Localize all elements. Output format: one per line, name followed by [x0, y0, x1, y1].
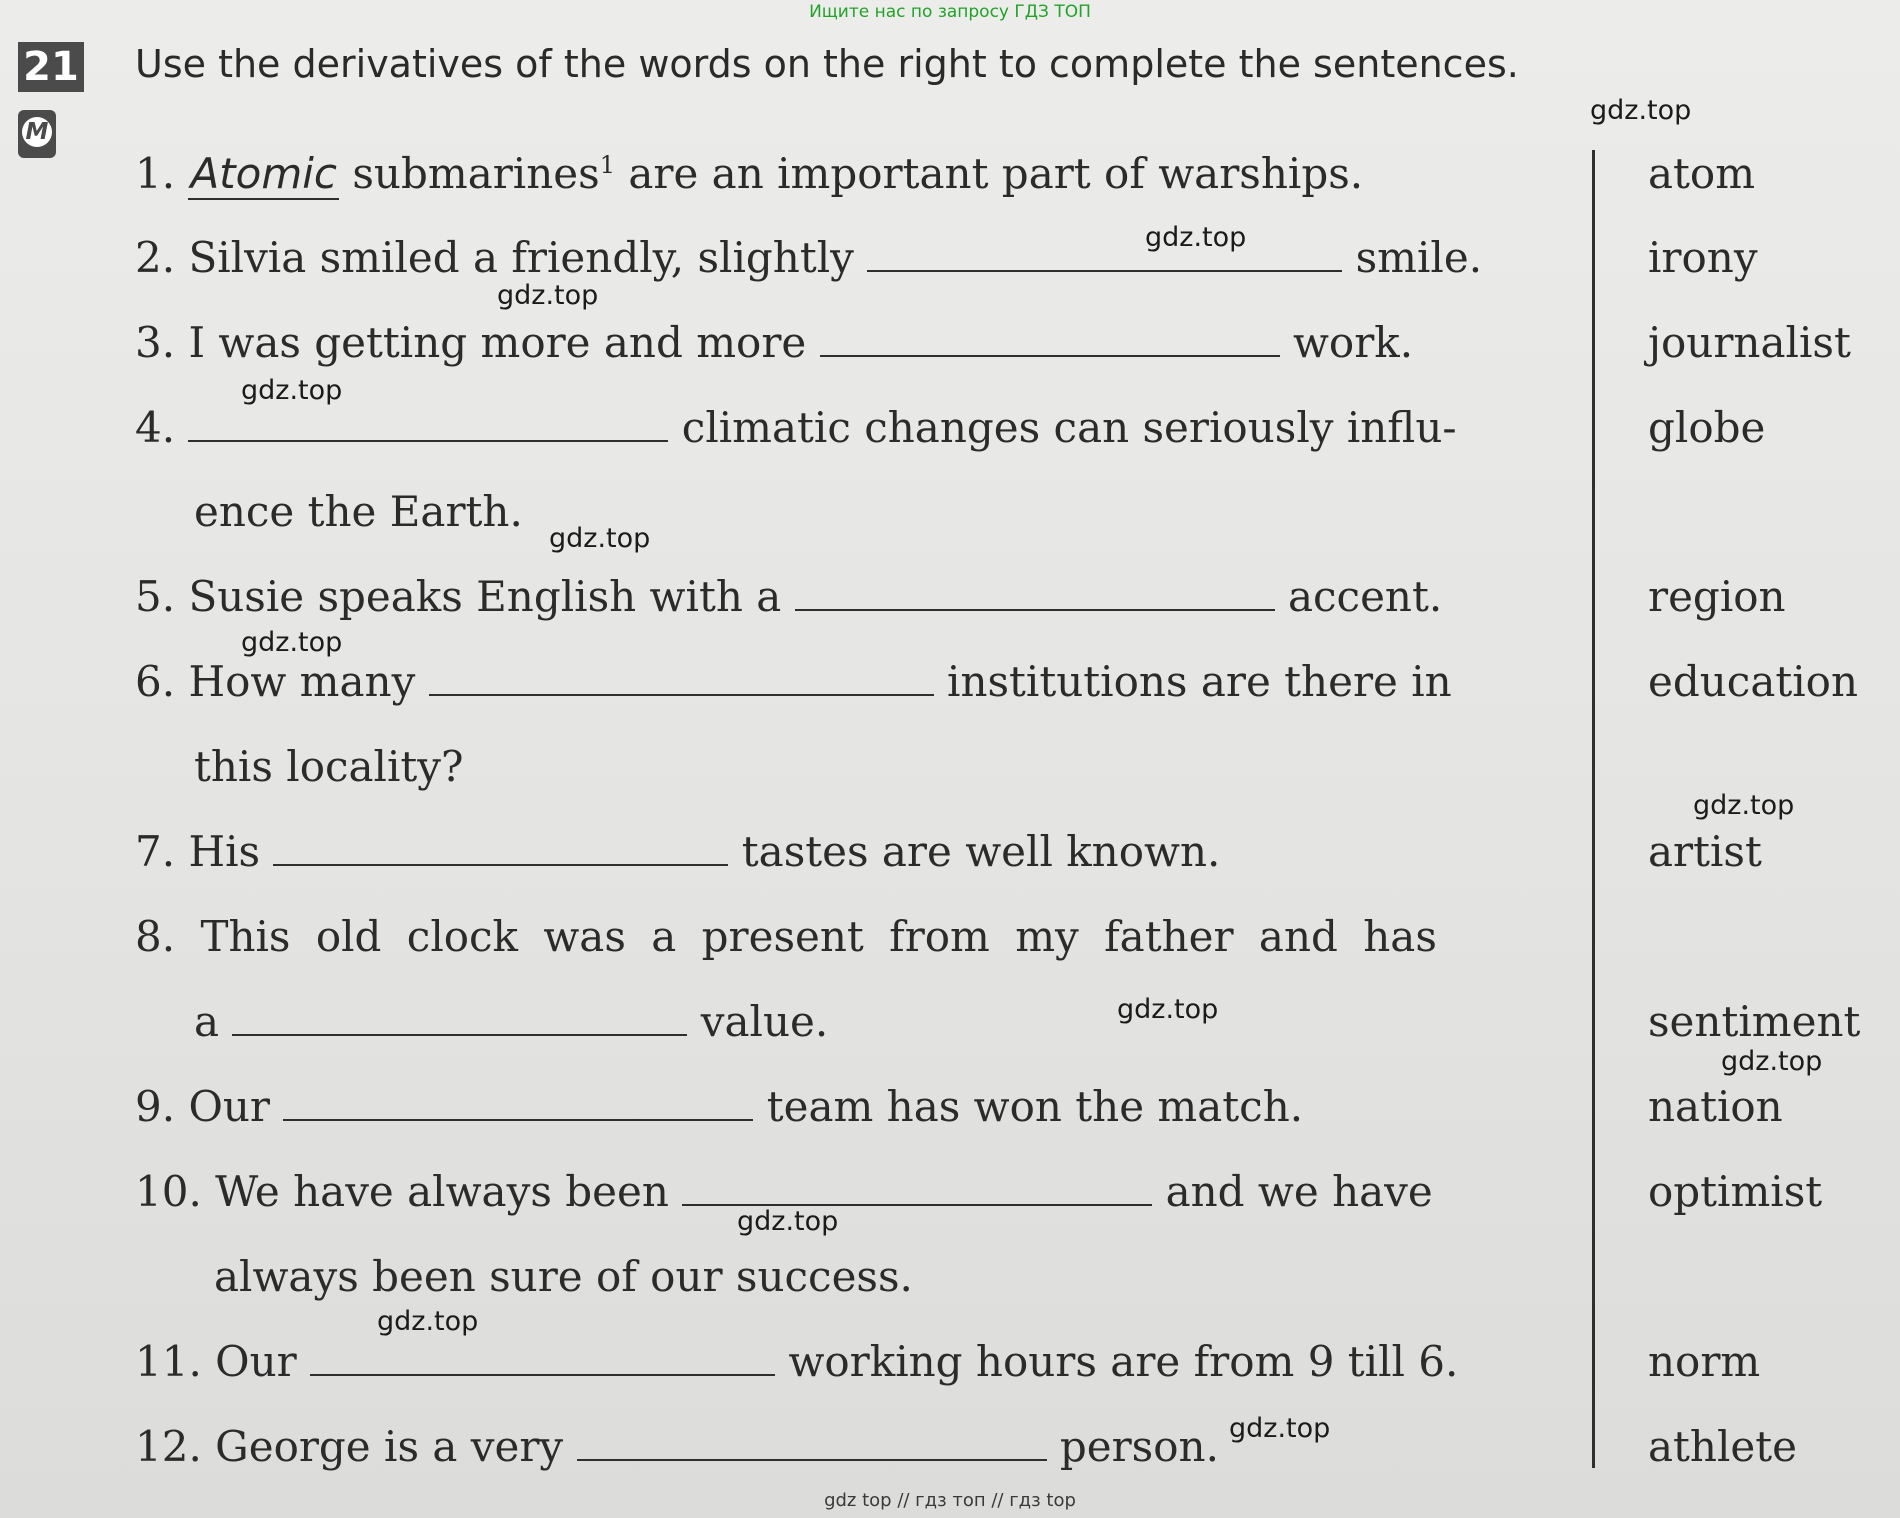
answer-blank[interactable] [867, 234, 1342, 272]
sentence-9 [135, 1081, 1303, 1133]
answer-blank[interactable] [429, 658, 934, 696]
sentence-text: This old clock was a present from my father and has [200, 912, 1437, 961]
sentence-number: 9. [135, 1082, 176, 1131]
answer-blank[interactable] [188, 404, 668, 442]
sentence-1 [135, 148, 1363, 200]
watermark: gdz.top [241, 375, 343, 406]
watermark: gdz.top [497, 280, 599, 311]
sentence-text: Our [215, 1337, 297, 1386]
column-divider [1592, 150, 1595, 1468]
sentence-8 [135, 911, 1437, 963]
sentence-6 [135, 656, 1452, 708]
sentence-2 [135, 232, 1482, 284]
sentence-12 [135, 1421, 1219, 1473]
sentence-number: 4. [135, 403, 176, 452]
sentence-text: How many [188, 657, 416, 706]
bottom-footer: gdz top // гдз топ // гдз top [824, 1490, 1076, 1511]
answer-blank[interactable] [273, 828, 728, 866]
sentence-4 [135, 402, 1457, 454]
top-banner: Ищите нас по запросу ГДЗ ТОП [809, 2, 1091, 22]
sentence-number: 1. [135, 149, 176, 198]
root-word: artist [1648, 827, 1762, 876]
answer-blank[interactable] [310, 1338, 775, 1376]
sentence-5 [135, 571, 1442, 623]
sentence-number: 7. [135, 827, 176, 876]
root-word: optimist [1648, 1167, 1823, 1216]
sentence-text: a [194, 997, 220, 1046]
sentence-text: Susie speaks English with a [188, 572, 782, 621]
answer-blank[interactable] [820, 319, 1280, 357]
m-badge-letter: M [22, 117, 52, 147]
sentence-3 [135, 317, 1413, 369]
sentence-10-continued: always been sure of our success. [214, 1252, 913, 1301]
watermark: gdz.top [1693, 790, 1795, 821]
watermark: gdz.top [241, 627, 343, 658]
sentence-number: 6. [135, 657, 176, 706]
sentence-text: and we have [1165, 1167, 1433, 1216]
root-word: atom [1648, 149, 1756, 198]
sentence-text: are an important part of warships. [614, 149, 1364, 198]
answer-blank[interactable] [577, 1423, 1047, 1461]
sentence-number: 3. [135, 318, 176, 367]
sentence-text: Our [188, 1082, 270, 1131]
watermark: gdz.top [1117, 994, 1219, 1025]
root-word: norm [1648, 1337, 1761, 1386]
sentence-text: work. [1292, 318, 1414, 367]
sentence-4-continued: ence the Earth. [194, 487, 523, 536]
watermark: gdz.top [737, 1206, 839, 1237]
exercise-number: 21 [18, 42, 84, 92]
root-word: journalist [1648, 318, 1851, 367]
sentence-text: smile. [1355, 233, 1483, 282]
sentence-8-continued [194, 996, 828, 1048]
sentence-text: institutions are there in [947, 657, 1452, 706]
sentence-text: Silvia smiled a friendly, slightly [188, 233, 854, 282]
watermark: gdz.top [377, 1306, 479, 1337]
watermark: gdz.top [1590, 95, 1692, 126]
watermark: gdz.top [1721, 1046, 1823, 1077]
sentence-11 [135, 1336, 1458, 1388]
root-word: globe [1648, 403, 1766, 452]
sentence-number: 10. [135, 1167, 202, 1216]
watermark: gdz.top [549, 523, 651, 554]
sentence-text: person. [1059, 1422, 1219, 1471]
answer-blank[interactable] [283, 1083, 753, 1121]
sentence-text: I was getting more and more [188, 318, 807, 367]
watermark: gdz.top [1145, 222, 1247, 253]
root-word: irony [1648, 233, 1758, 282]
sentence-number: 12. [135, 1422, 202, 1471]
filled-answer: Atomic [190, 149, 338, 198]
root-word: region [1648, 572, 1786, 621]
sentence-text: team has won the match. [766, 1082, 1304, 1131]
answer-blank[interactable] [795, 573, 1275, 611]
sentence-text: submarines [352, 149, 600, 198]
sentence-6-continued: this locality? [194, 742, 464, 791]
sentence-number: 11. [135, 1337, 202, 1386]
sentence-number: 8. [135, 912, 176, 961]
watermark: gdz.top [1229, 1413, 1331, 1444]
answer-blank[interactable] [232, 998, 687, 1036]
m-badge-icon [18, 110, 56, 158]
root-word: education [1648, 657, 1858, 706]
sentence-text: George is a very [215, 1422, 564, 1471]
sentence-text: working hours are from 9 till 6. [788, 1337, 1459, 1386]
root-word: athlete [1648, 1422, 1797, 1471]
sentence-text: climatic changes can seriously influ- [681, 403, 1457, 452]
sentence-number: 2. [135, 233, 176, 282]
sentence-text: His [188, 827, 261, 876]
answer-blank[interactable] [682, 1168, 1152, 1206]
sentence-text: accent. [1287, 572, 1443, 621]
sentence-7 [135, 826, 1220, 878]
sentence-number: 5. [135, 572, 176, 621]
footnote-marker: 1 [599, 151, 615, 179]
root-word: nation [1648, 1082, 1783, 1131]
sentence-text: tastes are well known. [741, 827, 1221, 876]
sentence-text: value. [700, 997, 829, 1046]
exercise-instruction: Use the derivatives of the words on the right to complete the sentences. [135, 42, 1519, 86]
sentence-text: We have always been [215, 1167, 669, 1216]
root-word: sentiment [1648, 997, 1861, 1046]
